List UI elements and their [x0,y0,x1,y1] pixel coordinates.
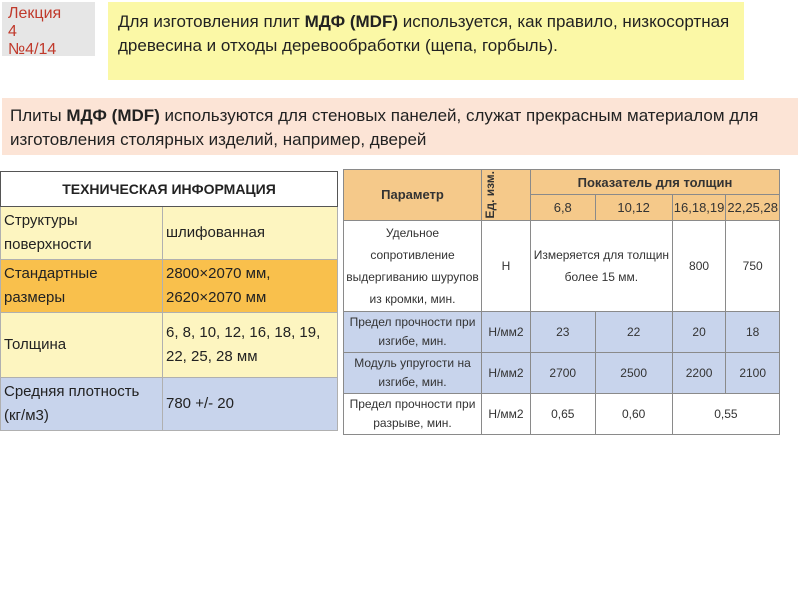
param-unit: Н [482,220,531,311]
tech-label: Структуры поверхности [1,207,163,260]
param-value: 22 [595,311,672,352]
intro-text-bold: МДФ (MDF) [304,12,399,31]
thickness-header: 10,12 [595,195,672,220]
lecture-label: Лекция [8,5,62,22]
table-row [1,313,338,378]
table-row [344,311,780,352]
lecture-number: 4 [8,23,17,40]
tech-value: 2800×2070 мм, 2620×2070 мм [163,260,338,313]
param-value: 20 [672,311,726,352]
param-value: 0,65 [531,393,596,434]
param-value: 2500 [595,352,672,393]
parameters-table [343,169,780,435]
param-name: Модуль упругости на изгибе, мин. [344,352,482,393]
param-unit: Н/мм2 [482,352,531,393]
tech-value: шлифованная [163,207,338,260]
table-row [344,393,780,434]
usage-text-end: используются для стеновых панелей, служат прекрасным материалом для изготовления столярных изделий, например, дверей [10,106,759,149]
technical-info-table [0,171,338,431]
intro-text-end: используется, как правило, низкосортная древесина и отходы деревообработки (щепа, горбыль). [118,12,730,55]
param-value: 23 [531,311,596,352]
thickness-group-header: Показатель для толщин [531,170,780,195]
param-name: Предел прочности при изгибе, мин. [344,311,482,352]
thickness-header: 16,18,19 [672,195,726,220]
usage-text-box [2,98,798,155]
param-unit: Н/мм2 [482,393,531,434]
table-row [1,378,338,431]
param-value: 2100 [726,352,780,393]
table-row [1,207,338,260]
table-row [344,220,780,311]
table-row [344,352,780,393]
param-value: 750 [726,220,780,311]
param-name: Предел прочности при разрыве, мин. [344,393,482,434]
param-value-merged: Измеряется для толщин более 15 мм. [531,220,673,311]
param-value: 2200 [672,352,726,393]
param-header: Параметр [344,170,482,221]
tech-label: Толщина [1,313,163,378]
param-name: Удельное сопротивление выдергиванию шурупов из кромки, мин. [344,220,482,311]
unit-header-text: Ед. изм. [483,171,497,219]
param-value-merged: 0,55 [672,393,779,434]
usage-text-start: Плиты [10,106,67,125]
lecture-badge [2,2,95,56]
tech-label: Средняя плотность (кг/м3) [1,378,163,431]
thickness-header: 22,25,28 [726,195,780,220]
param-value: 800 [672,220,726,311]
param-value: 0,60 [595,393,672,434]
param-unit: Н/мм2 [482,311,531,352]
param-value: 18 [726,311,780,352]
intro-text-box [108,2,744,80]
usage-text-bold: МДФ (MDF) [66,106,160,125]
lecture-page: №4/14 [8,41,57,58]
table-row [1,260,338,313]
tech-value: 6, 8, 10, 12, 16, 18, 19, 22, 25, 28 мм [163,313,338,378]
tech-label: Стандартные размеры [1,260,163,313]
param-value: 2700 [531,352,596,393]
thickness-header: 6,8 [531,195,596,220]
intro-text-start: Для изготовления плит [118,12,305,31]
unit-header [482,170,531,221]
tech-value: 780 +/- 20 [163,378,338,431]
tech-table-title: ТЕХНИЧЕСКАЯ ИНФОРМАЦИЯ [1,172,338,207]
